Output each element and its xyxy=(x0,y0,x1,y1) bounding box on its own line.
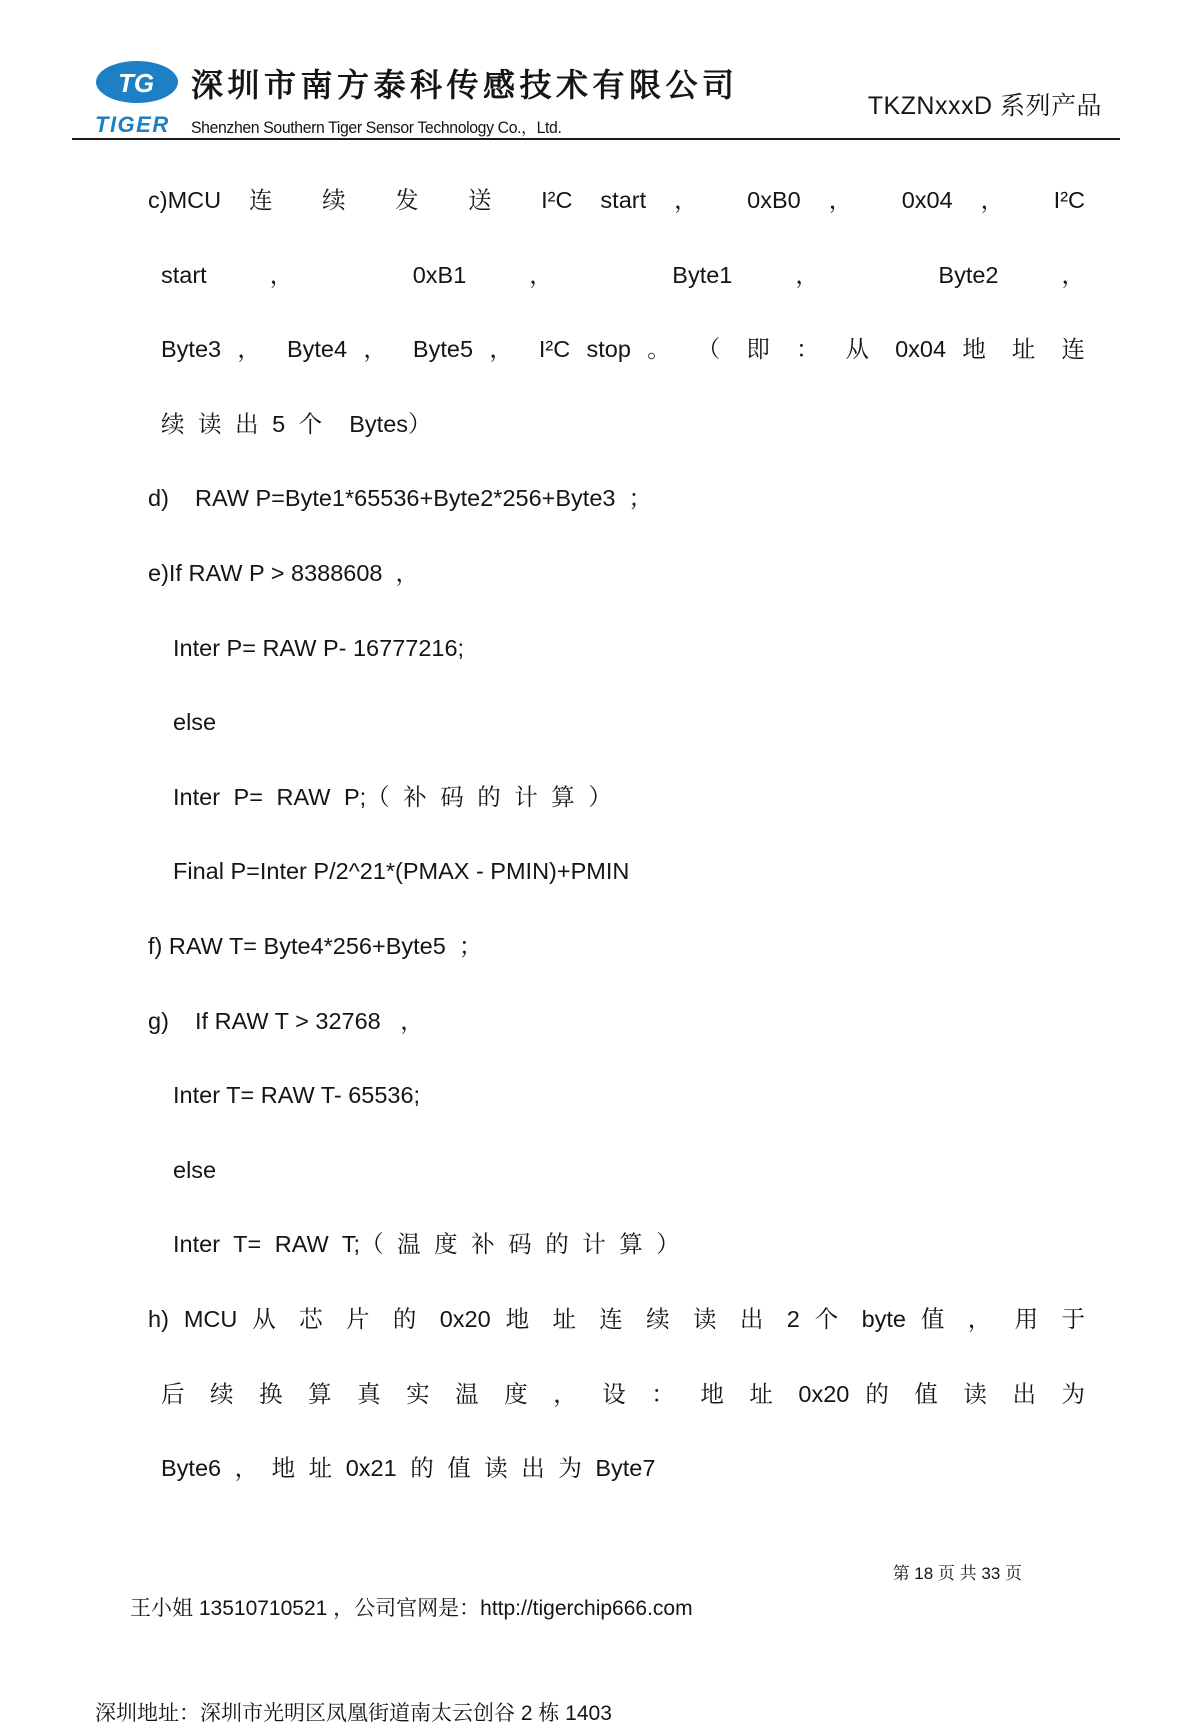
doc-line: Inter P= RAW P- 16777216; xyxy=(173,634,465,661)
doc-line: f) RAW T= Byte4*256+Byte5 ； xyxy=(148,932,483,959)
logo-brand-text: TIGER xyxy=(95,112,170,137)
doc-line: Inter P= RAW P;（ 补 码 的 计 算 ） xyxy=(173,783,612,810)
document-body xyxy=(148,163,1085,1506)
tiger-logo-icon xyxy=(95,60,187,140)
product-series-title: TKZNxxxD 系列产品 xyxy=(867,92,1102,120)
page-footer xyxy=(95,1556,1095,1731)
footer-contact: 王小姐 13510710521 ，公司官网是：http://tigerchip666.com xyxy=(130,1597,693,1620)
doc-line: e)If RAW P > 8388608 ， xyxy=(148,559,420,586)
doc-line: d) RAW P=Byte1*65536+Byte2*256+Byte3 ； xyxy=(148,485,653,512)
doc-line: 续 读 出 5 个 Bytes） xyxy=(161,410,432,437)
doc-line: Final P=Inter P/2^21*(PMAX - PMIN)+PMIN xyxy=(173,858,630,885)
page-header xyxy=(95,52,1102,138)
doc-line: else xyxy=(173,709,217,736)
doc-line: h) MCU 从 芯 片 的 0x20 地 址 连 续 读 出 2 个 byte 值 ， 用 于 xyxy=(148,1305,1085,1332)
doc-line: g) If RAW T > 32768 ， xyxy=(148,1007,424,1034)
footer-address: 深圳地址：深圳市光明区凤凰街道南太云创谷 2 栋 1403 xyxy=(95,1702,612,1725)
doc-line: start ， 0xB1 ， Byte1 ， Byte2 ， xyxy=(161,261,1085,288)
page-number: 第 18 页 共 33 页 xyxy=(892,1564,1022,1583)
doc-line: Inter T= RAW T- 65536; xyxy=(173,1082,421,1109)
doc-line: c)MCU 连 续 发 送 I²C start ， 0xB0 ， 0x04 ， I²C xyxy=(148,187,1085,213)
doc-line: else xyxy=(173,1156,217,1183)
doc-line: 后 续 换 算 真 实 温 度 ， 设 ： 地 址 0x20 的 值 读 出 为 xyxy=(161,1380,1085,1407)
company-name-cn: 深圳市南方泰科传感技术有限公司 xyxy=(191,67,739,103)
doc-line: Byte6 ， 地 址 0x21 的 值 读 出 为 Byte7 xyxy=(161,1455,656,1482)
header-divider xyxy=(72,138,1120,140)
doc-line: Inter T= RAW T;（ 温 度 补 码 的 计 算 ） xyxy=(173,1231,680,1258)
doc-line: Byte3 ， Byte4 ， Byte5 ， I²C stop 。 （ 即 ： 从 0x04 地 址 连 xyxy=(161,336,1085,363)
company-identity xyxy=(191,60,739,138)
logo-tg-monogram: TG xyxy=(118,68,155,98)
company-name-en: Shenzhen Southern Tiger Sensor Technology Co.，Ltd. xyxy=(191,118,562,137)
